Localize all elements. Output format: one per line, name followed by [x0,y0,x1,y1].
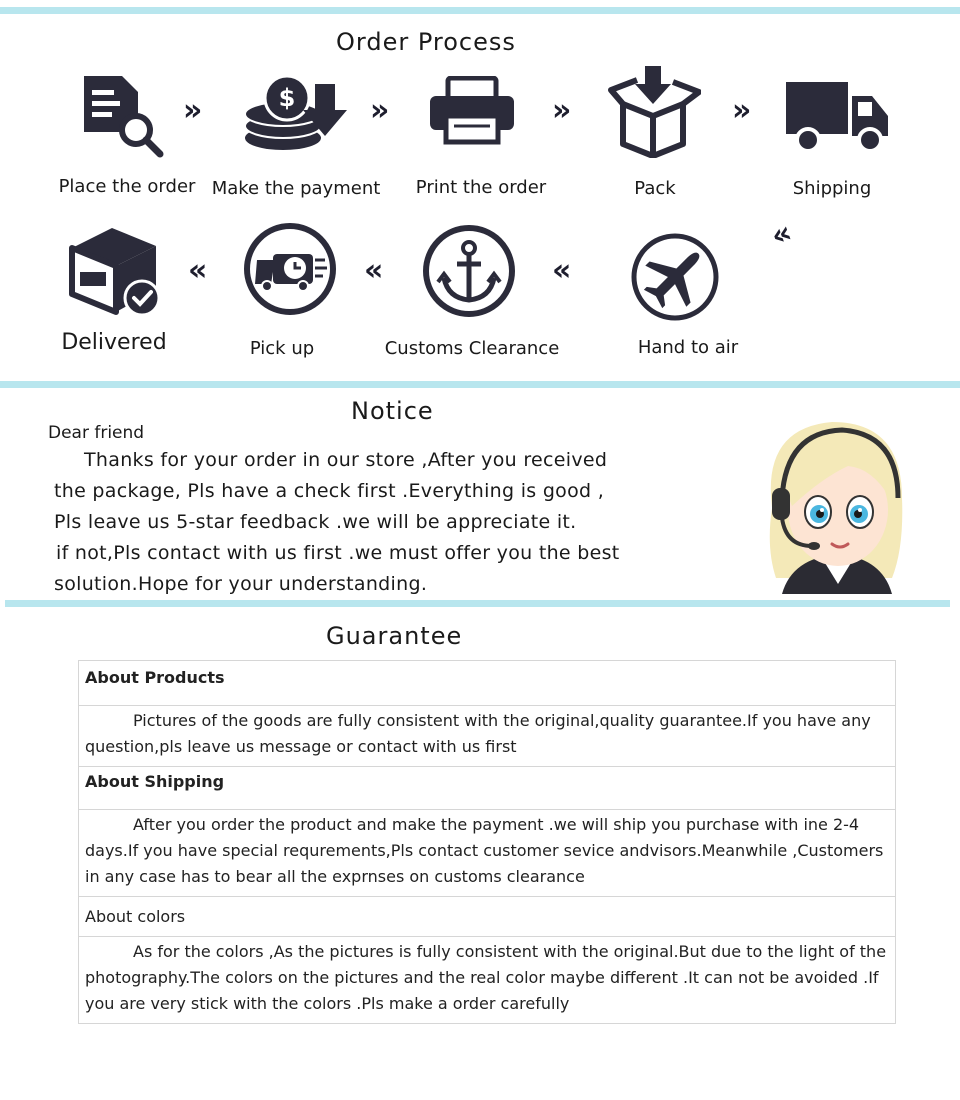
headset-agent-icon [752,408,922,594]
section-divider-1 [0,381,960,388]
arrow-forward-3: » [552,93,572,128]
guarantee-title: Guarantee [326,622,463,650]
step-label-make-payment: Make the payment [211,178,381,199]
document-search-icon [78,72,164,158]
about-products-heading: About Products [79,661,895,706]
notice-title: Notice [351,397,434,425]
about-colors-body: As for the colors ,As the pictures is fully consistent with the original.But due to the light of the photography.The colors on the pictures and the real color maybe different .It can not be avoided .If you are very stick with the colors .Pls make a order carefully [79,937,895,1024]
step-customs-clearance [422,224,516,318]
arrow-back-down: « [766,214,797,255]
notice-line-4: if not,Pls contact with us first .we must offer you the best [56,542,620,564]
notice-line-2: the package, Pls have a check first .Everything is good , [54,480,605,502]
arrow-forward-4: » [732,93,752,128]
arrow-back-1: « [188,253,208,288]
guarantee-table [78,660,896,1024]
step-make-payment [243,74,351,156]
step-pick-up [243,222,337,316]
arrow-back-3: « [552,253,572,288]
notice-line-5: solution.Hope for your understanding. [54,573,428,595]
order-process-title: Order Process [336,28,516,56]
box-check-icon [66,220,164,318]
truck-icon [784,78,890,156]
step-label-place-order: Place the order [58,176,196,197]
about-colors-heading: About colors [79,897,895,937]
notice-line-3: Pls leave us 5-star feedback .we will be appreciate it. [54,511,577,533]
step-label-hand-to-air: Hand to air [637,337,739,358]
step-print-order [428,76,516,146]
about-shipping-heading: About Shipping [79,767,895,810]
support-agent-illustration [752,408,922,598]
step-pack [607,64,701,158]
section-divider-2 [5,600,950,607]
step-label-pack: Pack [634,178,676,199]
delivery-truck-clock-icon [243,222,337,316]
step-label-customs-clearance: Customs Clearance [384,338,560,359]
step-label-pick-up: Pick up [249,338,315,359]
step-label-shipping: Shipping [792,178,872,199]
airplane-icon [630,232,720,322]
step-hand-to-air [630,232,720,322]
coins-dollar-icon [243,74,351,156]
step-label-delivered: Delivered [61,330,167,355]
printer-icon [428,76,516,146]
arrow-forward-2: » [370,93,390,128]
about-products-body: Pictures of the goods are fully consistent with the original,quality guarantee.If you have any question,pls leave us message or contact with us first [79,706,895,767]
arrow-back-2: « [364,253,384,288]
step-label-print-order: Print the order [415,177,547,198]
notice-greeting: Dear friend [48,423,145,443]
arrow-forward-1: » [183,93,203,128]
step-shipping [784,78,890,156]
step-delivered [66,220,164,318]
step-place-order [78,72,164,158]
top-divider [0,7,960,14]
anchor-icon [422,224,516,318]
notice-line-1: Thanks for your order in our store ,After you received [84,449,608,471]
svg-text:$: $ [278,84,296,112]
about-shipping-body: After you order the product and make the payment .we will ship you purchase with ine 2-4 days.If you have special requrements,Pls contact customer sevice andvisors.Meanwhile ,Customers in any case has to bear all the exprnses on customs clearance [79,810,895,897]
box-down-icon [607,64,701,158]
